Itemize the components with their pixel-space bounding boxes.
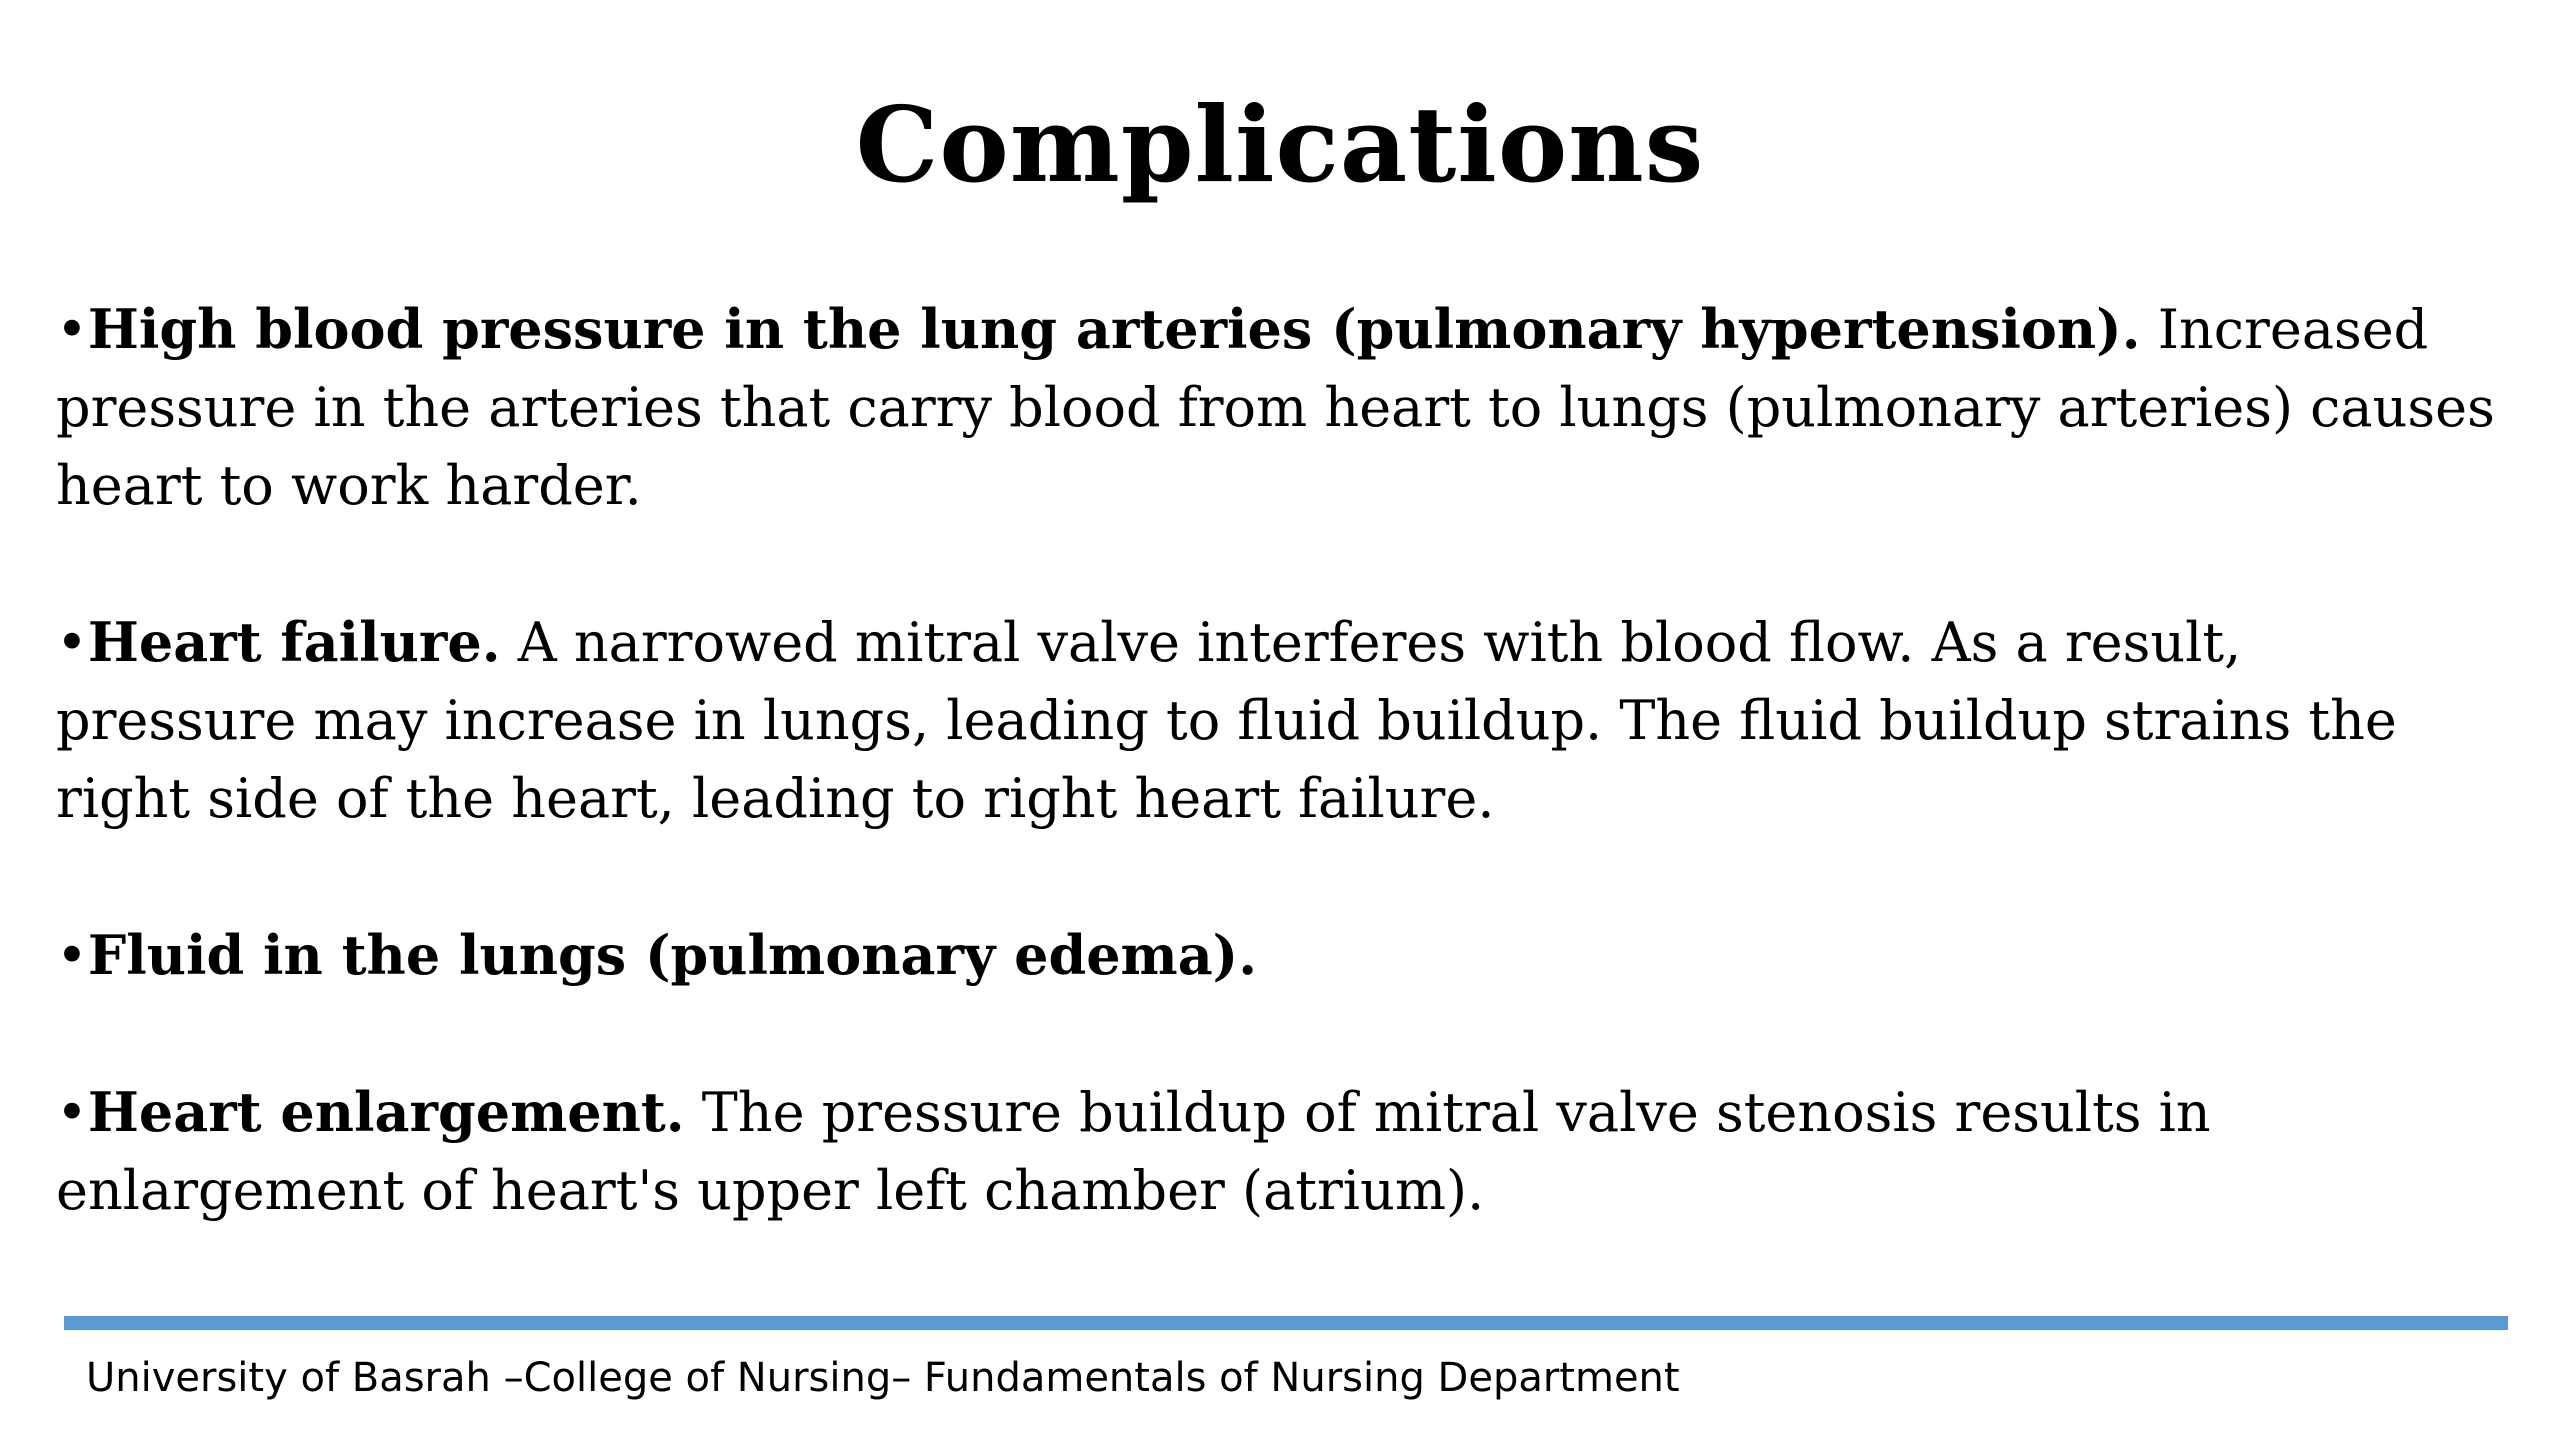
footer-divider (64, 1316, 2508, 1330)
bullet-item-heart-enlargement (56, 1073, 2496, 1230)
bullet-text: A narrowed mitral valve interferes with blood flow. As a result, pressure may increase in lungs, leading to fluid buildup. The fluid buildup strains the right side of the heart, leading to right heart failure. (56, 611, 2397, 830)
bullet-heading: Heart failure. (87, 610, 501, 674)
bullet-text: The pressure buildup of mitral valve stenosis results in enlargement of heart's upper left chamber (atrium). (56, 1081, 2211, 1222)
bullet-marker: • (56, 924, 88, 987)
bullet-text: Increased pressure in the arteries that carry blood from heart to lungs (pulmonary arteries) causes heart to work harder. (56, 298, 2495, 517)
bullet-marker: • (56, 298, 88, 361)
bullet-item-heart-failure (56, 603, 2496, 838)
bullet-item-pulmonary-edema (56, 916, 2496, 995)
footer-text: University of Basrah –College of Nursing– Fundamentals of Nursing Department (86, 1355, 1680, 1401)
bullet-item-pulmonary-hypertension (56, 290, 2496, 525)
bullet-heading: Fluid in the lungs (pulmonary edema). (87, 923, 1258, 987)
bullet-heading: Heart enlargement. (87, 1080, 685, 1144)
bullet-heading: High blood pressure in the lung arteries (pulmonary hypertension). (87, 297, 2141, 361)
bullet-marker: • (56, 1081, 88, 1144)
bullet-marker: • (56, 611, 88, 674)
bullet-list (56, 290, 2496, 1308)
slide-title: Complications (855, 83, 1705, 206)
